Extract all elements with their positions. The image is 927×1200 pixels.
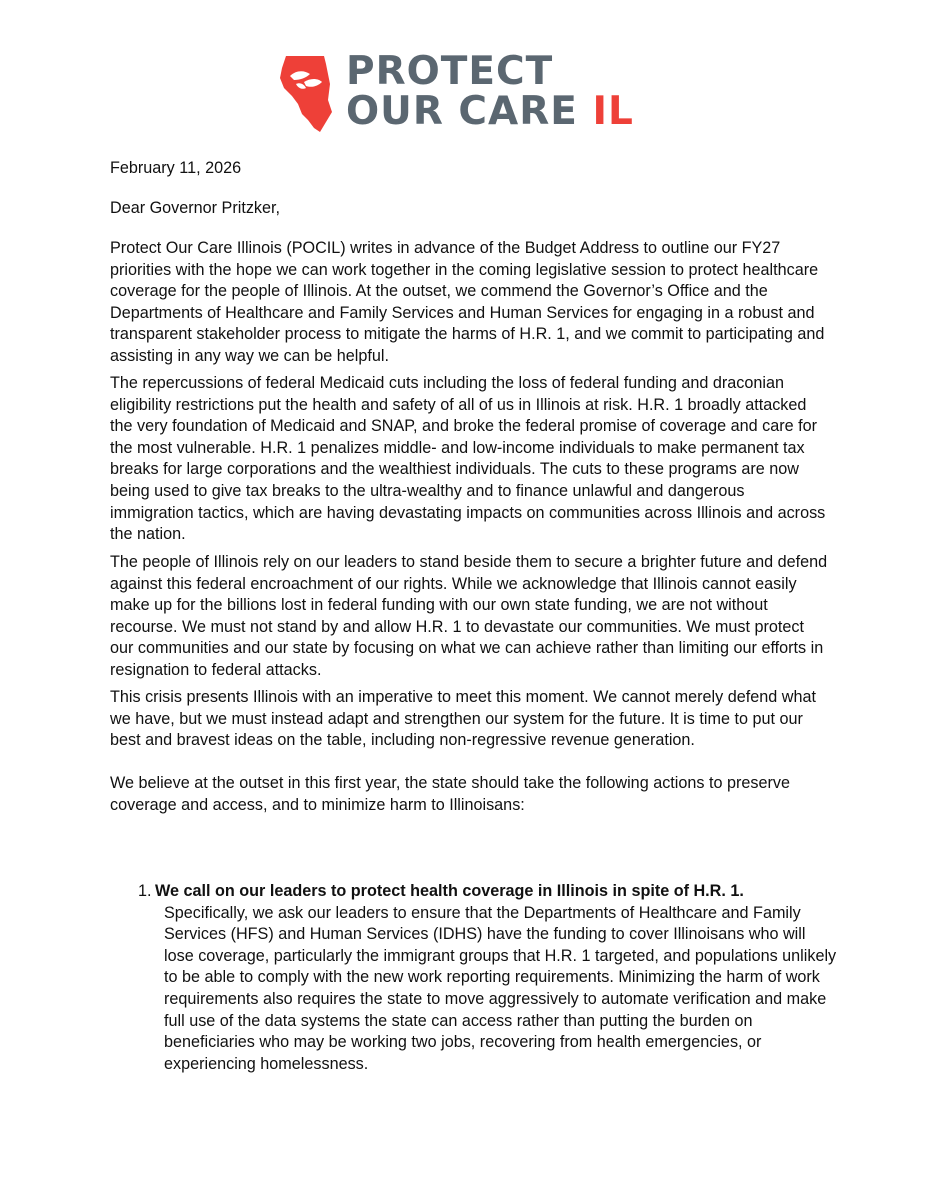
illinois-hands-logo-icon (276, 54, 336, 134)
list-item-number: 1. (138, 882, 152, 900)
paragraph-people-of-illinois: The people of Illinois rely on our leaders to stand beside them to secure a brighter future and defend against this federal encroachment of our rights. While we acknowledge that Illinois cannot easily make up for the billions lost in federal funding with our own state funding, we are not without recourse. We must not stand by and allow H.R. 1 to devastate our communities. We must protect our communities and our state by focusing on what we can achieve rather than limiting our efforts in resignation to federal attacks. (110, 553, 828, 679)
logo-line-protect: PROTECT (346, 49, 554, 94)
paragraph-crisis: This crisis presents Illinois with an imperative to meet this moment. We cannot merely defend what we have, but we must instead adapt and strengthen our system for the future. It is time to put our best and bravest ideas on the table, including non-regressive revenue generation. (110, 688, 816, 750)
paragraph-actions-intro: We believe at the outset in this first year, the state should take the following actions to preserve coverage and access, and to minimize harm to Illinoisans: (110, 774, 790, 814)
letter-salutation: Dear Governor Pritzker, (110, 199, 281, 217)
letter-date: February 11, 2026 (110, 159, 242, 177)
paragraph-intro: Protect Our Care Illinois (POCIL) writes in advance of the Budget Address to outline our FY27 priorities with the hope we can work together in the coming legislative session to protect healthcare coverage for the people of Illinois. At the outset, we commend the Governor’s Office and the Departments of Healthcare and Family Services and Human Services for engaging in a robust and transparent stakeholder process to mitigate the harms of H.R. 1, and we commit to participating and assisting in any way we can be helpful. (110, 239, 825, 365)
actions-list (138, 881, 838, 1075)
list-item-body: Specifically, we ask our leaders to ensure that the Departments of Healthcare and Family Services (HFS) and Human Services (IDHS) have the funding to cover Illinoisans who will lose coverage, particularly the immigrant groups that H.R. 1 targeted, and populations unlikely to be able to comply with the new work reporting requirements. Minimizing the harm of work requirements also requires the state to move aggressively to automate verification and make full use of the data systems the state can access rather than putting the burden on beneficiaries who may be working two jobs, recovering from health emergencies, or experiencing homelessness. (164, 903, 837, 1073)
list-item-title: We call on our leaders to protect health coverage in Illinois in spite of H.R. 1. (155, 882, 744, 900)
logo-wordmark (346, 49, 634, 134)
logo-line-our-care (346, 89, 634, 134)
protect-our-care-il-logo (276, 49, 656, 138)
logo-il-text: IL (592, 89, 634, 134)
logo-our-care-text: OUR CARE (346, 89, 593, 134)
paragraph-repercussions: The repercussions of federal Medicaid cuts including the loss of federal funding and draconian eligibility restrictions put the health and safety of all of us in Illinois at risk. H.R. 1 broadly attacked the very foundation of Medicaid and SNAP, and broke the federal promise of coverage and care for the most vulnerable. H.R. 1 penalizes middle- and low-income individuals to make permanent tax breaks for large corporations and the wealthiest individuals. The cuts to these programs are now being used to give tax breaks to the ultra-wealthy and to finance unlawful and dangerous immigration tactics, which are having devastating impacts on communities across Illinois and across the nation. (110, 374, 826, 544)
list-item (138, 881, 838, 1075)
